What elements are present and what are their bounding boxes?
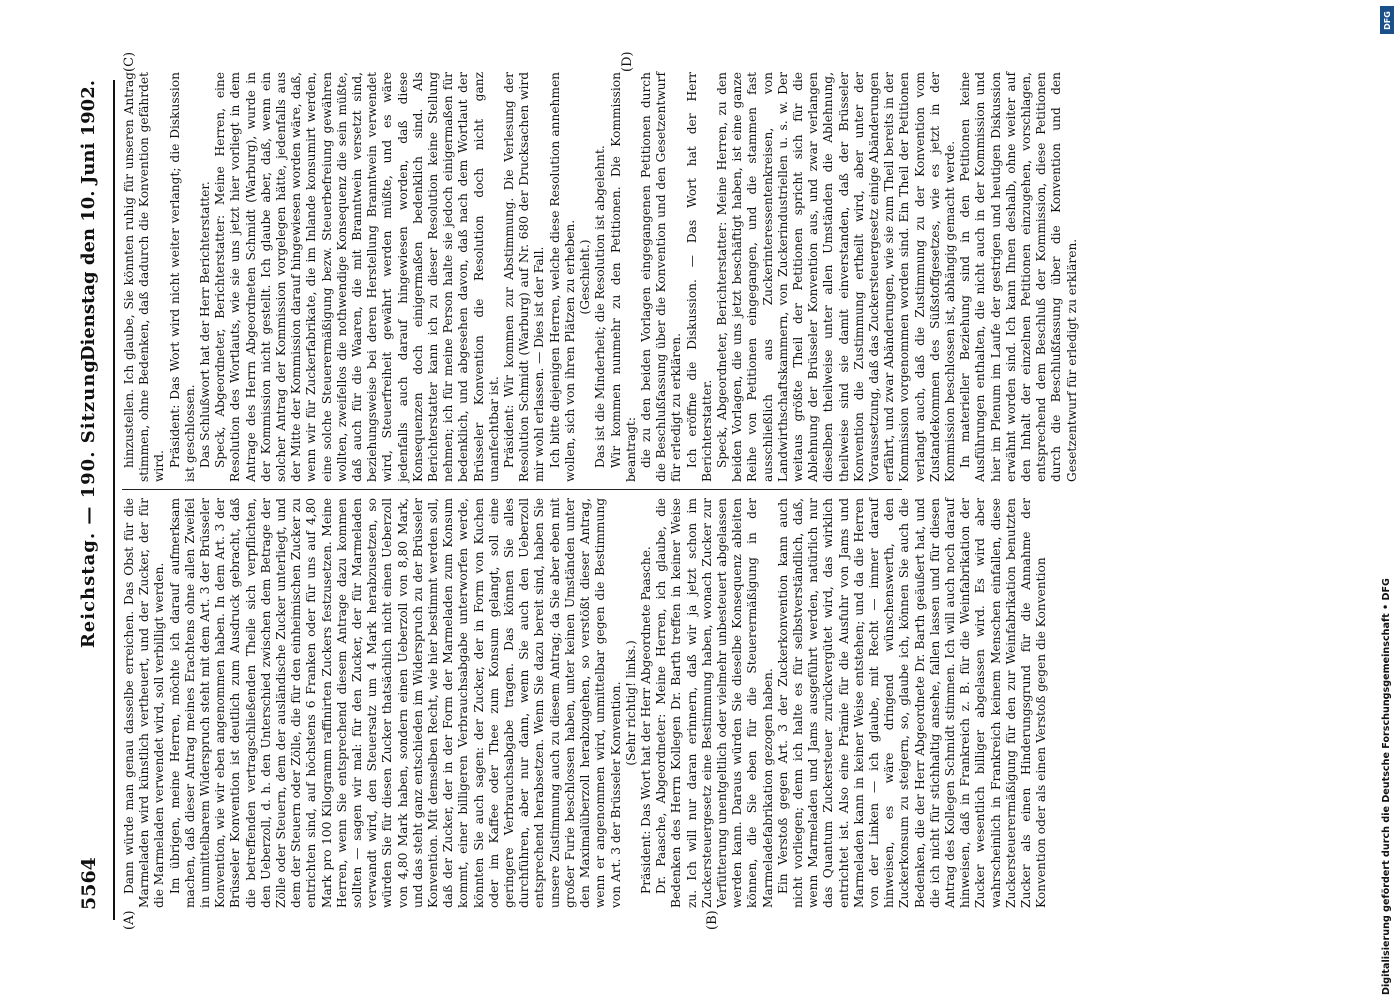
interjection: (Geschieht.) — [578, 239, 593, 315]
paragraph: In materieller Beziehung sind in den Petitionen keine Ausführungen enthalten, die nicht auch in der Kommission und hier im Plenum im Laufe der gestrigen und heutigen Diskussion erwähnt worden sind. Ich kann Ihnen deshalb, ohne weiter auf den Inhalt der einzelnen Petitionen einzugehen, vorschlagen, entsprechend dem Beschluß der Kommission, diese Petitionen durch die Beschlußfassung über die Konvention und den Gesetzentwurf für erledigt zu erklären. — [958, 72, 1079, 482]
paragraph: Präsident: Wir kommen zur Abstimmung. Die Verlesung der Resolution Schmidt (Warburg) auf Nr. 680 der Drucksachen wird mir wohl erlassen. — Dies ist der Fall. — [502, 72, 547, 482]
margin-marker-c: (C) — [122, 51, 137, 72]
paragraph: Dann würde man genau dasselbe erreichen. Das Obst für die Marmeladen wird künstlich vertheuert, und der Zucker, der für die Marmeladen verwendet wird, soll verbilligt werden. — [122, 498, 167, 908]
left-column — [122, 498, 1049, 908]
paragraph: Ein Verstoß gegen Art. 3 der Zuckerkonvention kann auch nicht vorliegen; denn ich halte es für selbstverständlich, daß, wenn Marmeladen und Jams ausgeführt werden, natürlich nur das Quantum Zuckersteuer zurückvergütet wird, das wirklich entrichtet ist. Also eine Prämie für die Ausfuhr von Jams und Marmeladen kann in keiner Weise entstehen; und da die Herren von der Linken — ich glaube, mit Recht — immer darauf hinweisen, es wäre dringend wünschenswerth, den Zuckerkonsum zu steigern, so, glaube ich, können Sie auch die Bedenken, die der Herr Abgeordnete Dr. Barth geäußert hat, und die ich nicht für stichhaltig ansehe, fallen lassen und für diesen Antrag des Kollegen Schmidt stimmen. Ich will auch noch darauf hinweisen, daß in Frankreich z. B. für die Weinfabrikation der Zucker wesentlich billiger abgelassen wird. Es wird aber wahrscheinlich in Frankreich keinem Menschen einfallen, diese Zuckersteuerermäßigung für den zur Weinfabrikation benutzten Zucker als einen Hinderungsgrund für die Annahme der Konvention oder als einen Verstoß gegen die Konvention — [775, 498, 1049, 908]
session-date: Dienstag den 10. Juni 1902. — [78, 80, 99, 362]
header-rule — [113, 80, 115, 920]
paragraph: Das ist die Minderheit; die Resolution ist abgelehnt. — [593, 145, 608, 468]
column-divider — [122, 489, 902, 490]
paragraph: hinzustellen. Ich glaube, Sie könnten ruhig für unseren Antrag stimmen, ohne Bedenken, daß dadurch die Konvention gefährdet wird. — [122, 72, 167, 482]
paragraph: Im übrigen, meine Herren, möchte ich darauf aufmerksam machen, daß dieser Antrag meines Erachtens ohne allen Zweifel in unmittelbarem Widerspruch steht mit dem Art. 3 der Brüsseler Konvention, wie wir eben angenommen haben. In dem Art. 3 der Brüsseler Konvention ist deutlich zum Ausdruck gebracht, daß die betreffenden vertragschließenden Theile sich verpflichten, den Ueberzoll, d. h. den Unterschied zwischen dem Betrage der Zölle oder Steuern, dem der ausländische Zucker unterliegt, und dem der Steuern oder Zölle, die für den einheimischen Zucker zu entrichten sind, auf höchstens 6 Franken oder für uns auf 4,80 Mark pro 100 Kilogramm raffinirten Zuckers festzusetzen. Meine Herren, wenn Sie entsprechend diesem Antrage dazu kommen sollten — sagen wir mal: für den Zucker, der für Marmeladen verwandt wird, den Steuersatz um 4 Mark herabzusetzen, so würden Sie für diesen Zucker thatsächlich nicht einen Ueberzoll von 4,80 Mark haben, sondern einen Ueberzoll von 8,80 Mark, und das steht ganz entschieden im Widerspruch zu der Brüsseler Konvention. Mit demselben Recht, wie hier bestimmt werden soll, daß der Zucker, der in der Form der Marmeladen zum Konsum kommt, einer billigeren Verbrauchsabgabe unterworfen werde, könnten Sie auch sagen: der Zucker, der in Form von Kuchen oder im Kaffee oder Thee zum Konsum gelangt, soll eine geringere Verbrauchsabgabe tragen. Das können Sie alles durchführen, aber nur dann, wenn Sie auch den Ueberzoll entsprechend herabsetzen. Wenn Sie dazu bereit sind, haben Sie unsere Zustimmung auch zu diesem Antrag; da Sie aber eben mit großer Furie beschlossen haben, unter keinen Umständen unter den Maximalüberzoll herabzugehen, so verstößt dieser Antrag, wenn er angenommen wird, unmittelbar gegen die Bestimmung von Art. 3 der Brüsseler Konvention. — [167, 498, 623, 908]
digitization-credit: Digitalisierung gefördert durch die Deutsche Forschungsgemeinschaft • DFG — [1381, 578, 1392, 995]
page-header — [72, 60, 112, 940]
margin-marker-b: (B) — [705, 910, 720, 930]
paragraph: Präsident: Das Wort hat der Herr Abgeordnete Paasche. — [638, 546, 653, 894]
paragraph: Präsident: Das Wort wird nicht weiter verlangt; die Diskussion ist geschlossen. — [167, 72, 197, 482]
paragraph: die zu den beiden Vorlagen eingegangenen Petitionen durch die Beschlußfassung über die Konvention und den Gesetzentwurf für erledigt zu erklären. — [638, 72, 684, 482]
paragraph: Ich bitte diejenigen Herren, welche diese Resolution annehmen wollen, sich von ihren Plätzen zu erheben. — [547, 72, 577, 482]
paragraph: Dr. Paasche, Abgeordneter: Meine Herren, ich glaube, die Bedenken des Herrn Kollegen Dr. Barth treffen in keiner Weise zu. Ich will nur daran erinnern, daß wir ja jetzt schon im Zuckersteuergesetz eine Bestimmung haben, wonach Zucker zur Verfütterung unentgeltlich oder vielmehr unbesteuert abgelassen werden kann. Daraus würden Sie dieselbe Konsequenz ableiten können, die Sie eben für die Steuerermäßigung in der Marmeladefabrikation gezogen haben. — [654, 498, 775, 908]
paragraph: Das Schlußwort hat der Herr Berichterstatter. — [198, 181, 213, 468]
paragraph: Ich eröffne die Diskussion. — Das Wort hat der Herr Berichterstatter. — [684, 72, 714, 482]
paragraph: Wir kommen nunmehr zu den Petitionen. Die Kommission beantragt: — [608, 72, 638, 482]
margin-marker-a: (A) — [122, 910, 137, 930]
paragraph: Speck, Abgeordneter, Berichterstatter: Meine Herren, zu den beiden Vorlagen, die uns jetzt beschäftigt haben, ist eine ganze Reihe von Petitionen eingegangen, und die stammen fast ausschließlich aus Zuckerinteressentenkreisen, von Landwirthschaftskammern, von Zuckerindustriellen u. s. w. Der weitaus größte Theil der Petitionen spricht sich für die Ablehnung der Brüsseler Konvention aus, und zwar verlangen dieselben theilweise unter allen Umständen die Ablehnung, theilweise sind sie damit einverstanden, daß der Brüsseler Konvention die Zustimmung ertheilt wird, aber unter der Voraussetzung, daß das Zuckersteuergesetz einige Abänderungen erfährt, und zwar Abänderungen, wie sie zum Theil bereits in der Kommission vorgenommen worden sind. Ein Theil der Petitionen verlangt auch, daß die Zustimmung zu der Konvention vom Zustandekommen des Süßstoffgesetzes, wie es jetzt in der Kommission beschlossen ist, abhängig gemacht werde. — [714, 72, 957, 482]
page-number: 5564 — [78, 857, 100, 910]
dfg-logo: DFG — [1380, 6, 1394, 34]
right-column — [122, 72, 1079, 482]
session-title: Reichstag. — 190. Sitzung. — [78, 351, 99, 649]
margin-marker-d: (D) — [620, 51, 635, 72]
paragraph: Speck, Abgeordneter, Berichterstatter: Meine Herren, eine Resolution des Wortlauts, wie sie uns jetzt hier vorliegt in dem Antrage des Herrn Abgeordneten Schmidt (Warburg), wurde in der Kommission nicht gestellt. Ich glaube aber, daß, wenn ein solcher Antrag der Kommission vorgelegen hätte, jedenfalls aus der Mitte der Kommission darauf hingewiesen worden wäre, daß, wenn wir für Zuckerfabrikate, die im Inlande konsumirt werden, eine solche Steuerermäßigung bezw. Steuerbefreiung gewähren wollten, zweifellos die nothwendige Konsequenz die sein müßte, daß auch für die Waaren, die mit Branntwein versetzt sind, beziehungsweise bei deren Herstellung Branntwein verwendet wird, Steuerfreiheit gewährt werden müßte, und es wäre jedenfalls auch darauf hingewiesen worden, daß diese Konsequenzen doch einigermaßen bedenklich sind. Als Berichterstatter kann ich zu dieser Resolution keine Stellung nehmen; ich für meine Person halte sie jedoch einigermaßen für bedenklich, und abgesehen davon, daß nach dem Wortlaut der Brüsseler Konvention die Resolution doch nicht ganz unanfechtbar ist. — [213, 72, 501, 482]
interjection: (Sehr richtig! links.) — [623, 640, 638, 766]
